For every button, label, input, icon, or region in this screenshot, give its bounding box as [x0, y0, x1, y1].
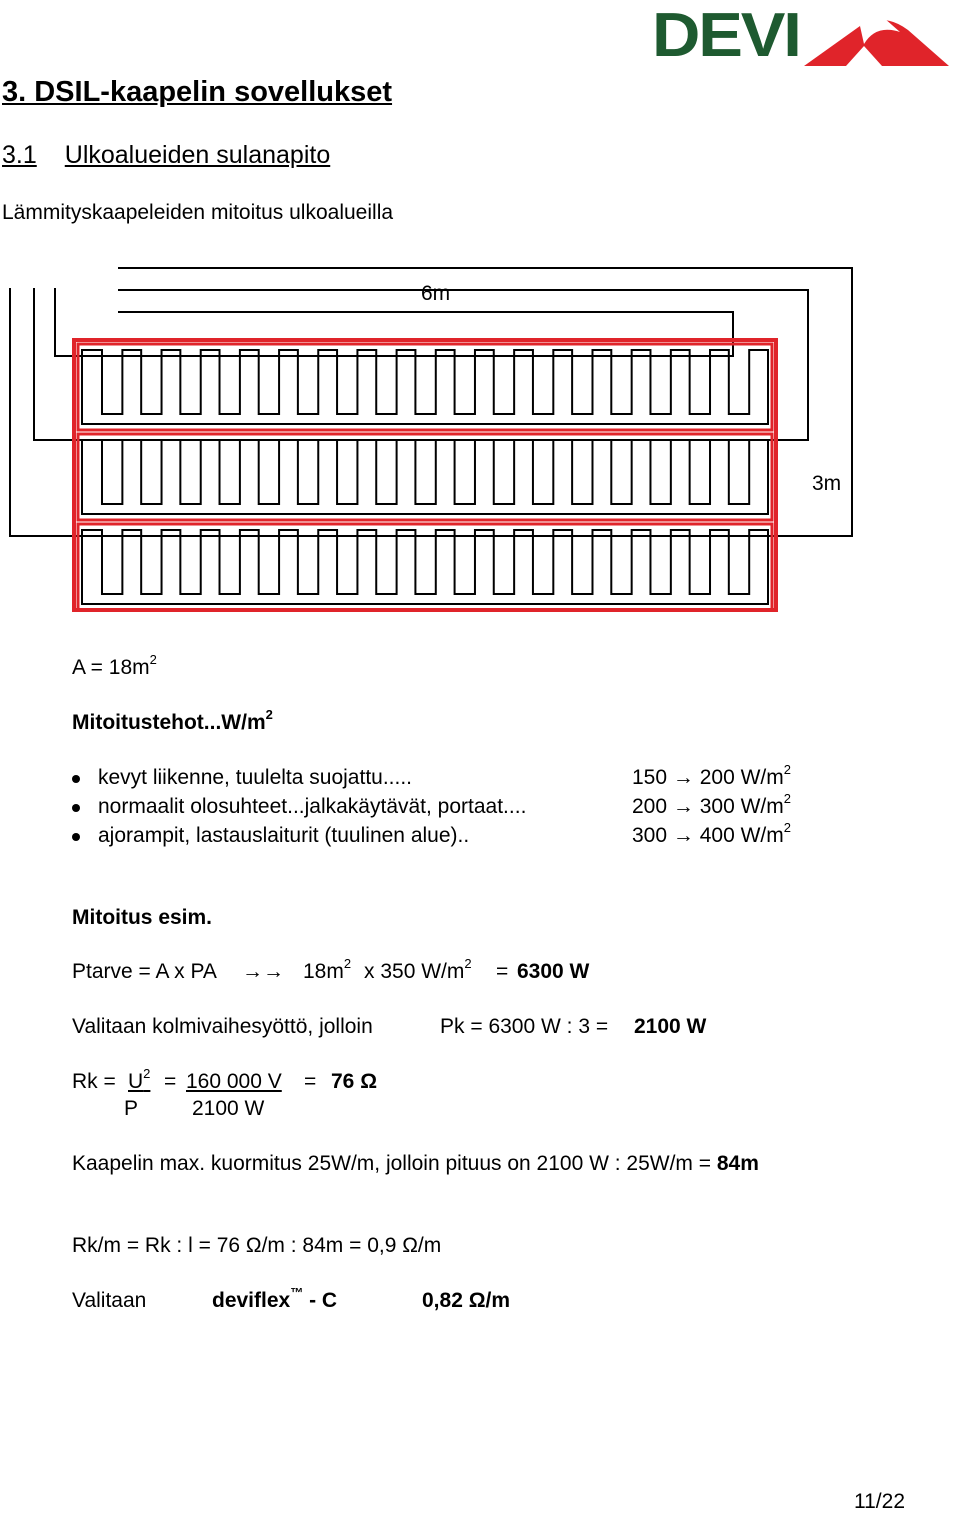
bullet-range: [632, 791, 791, 819]
bullet-icon: [72, 804, 80, 812]
cable-line: [72, 1152, 759, 1176]
rk-denominator: P: [124, 1097, 139, 1120]
product-name: deviflex: [212, 1289, 291, 1312]
rkm-line: Rk/m = Rk : l = 76 Ω/m : 84m = 0,9 Ω/m: [72, 1234, 442, 1257]
range-sup: 2: [783, 791, 791, 806]
ptarve-area: [303, 956, 352, 984]
range-from: 300: [632, 824, 668, 847]
phase-calc: Pk = 6300 W : 3 =: [440, 1015, 609, 1038]
rk-num-u: U: [128, 1070, 144, 1093]
list-item: [0, 793, 960, 821]
area-line: [72, 652, 157, 680]
double-arrow-icon: →→: [242, 960, 284, 983]
section-title: Ulkoalueiden sulanapito: [64, 141, 331, 169]
range-to: 400 W/m: [699, 824, 784, 847]
design-power-heading: [72, 707, 273, 735]
bullet-range: [632, 762, 791, 790]
range-sup: 2: [783, 762, 791, 777]
width-label: 6m: [421, 282, 451, 305]
ptarve-power-sup: 2: [464, 956, 472, 971]
logo-swoosh-icon: [804, 10, 949, 70]
feed-wire-outer: [10, 268, 852, 536]
range-from: 200: [632, 795, 668, 818]
area-text: A = 18m: [72, 656, 150, 679]
cable-result: 84m: [716, 1152, 759, 1175]
list-item: [0, 822, 960, 850]
choice-line: [72, 1285, 672, 1319]
feed-wire-middle: [34, 288, 808, 440]
ptarve-result: 6300 W: [517, 960, 590, 983]
range-to: 300 W/m: [699, 795, 784, 818]
section-heading: [2, 141, 330, 170]
choice-label: Valitaan: [72, 1289, 147, 1312]
rk-eq1: =: [164, 1070, 177, 1093]
cable-text: Kaapelin max. kuormitus 25W/m, jolloin pituus on 2100 W : 25W/m =: [72, 1152, 712, 1175]
design-power-label: Mitoitustehot...W/m: [72, 711, 266, 734]
arrow-icon: →: [672, 824, 694, 847]
heating-zone: [78, 434, 772, 520]
rk-num-sup: 2: [143, 1066, 151, 1081]
rk-den-value: 2100 W: [192, 1097, 265, 1120]
rk-formula: [72, 1068, 472, 1128]
ptarve-formula: Ptarve = A x PA: [72, 960, 217, 983]
ptarve-power-value: x 350 W/m: [364, 960, 465, 983]
phase-line: [72, 1015, 772, 1045]
phase-result: 2100 W: [634, 1015, 707, 1038]
list-item: [0, 764, 960, 792]
range-sup: 2: [783, 820, 791, 835]
heating-zones: [74, 340, 776, 610]
range-to: 200 W/m: [699, 766, 784, 789]
bullet-text: ajorampit, lastauslaiturit (tuulinen alue)..: [98, 824, 470, 847]
bullet-text: normaalit olosuhteet...jalkakäytävät, portaat....: [98, 795, 527, 818]
product-suffix: - C: [309, 1289, 338, 1312]
area-sup: 2: [149, 652, 157, 667]
example-title: Mitoitus esim.: [72, 906, 213, 929]
logo-text: DEVI: [652, 1, 800, 70]
bullet-text: kevyt liikenne, tuulelta suojattu.....: [98, 766, 413, 789]
height-label: 3m: [812, 472, 842, 495]
rk-result: 76 Ω: [331, 1070, 378, 1093]
rk-eq2: =: [304, 1070, 317, 1093]
cable-layout-diagram: [0, 260, 960, 620]
design-power-sup: 2: [265, 707, 273, 722]
feed-wire-inner: [55, 288, 733, 356]
ptarve-area-value: 18m: [303, 960, 344, 983]
section-number: 3.1: [2, 141, 37, 169]
subtitle: Lämmityskaapeleiden mitoitus ulkoalueilla: [2, 201, 394, 224]
bullet-list: [0, 764, 960, 854]
heating-cable: [82, 350, 768, 424]
rk-lhs: Rk =: [72, 1070, 116, 1093]
ptarve-area-sup: 2: [343, 956, 352, 971]
bullet-icon: [72, 833, 80, 841]
arrow-icon: →: [672, 766, 694, 789]
page-number: 11/22: [854, 1490, 905, 1513]
phase-text: Valitaan kolmivaihesyöttö, jolloin: [72, 1015, 373, 1038]
ptarve-equals: =: [496, 960, 509, 983]
rk-numerator: [128, 1066, 151, 1094]
rk-num-value: 160 000 V: [186, 1070, 282, 1093]
feed-wires: [10, 268, 852, 536]
ptarve-line: [72, 956, 672, 990]
trademark: ™: [290, 1285, 304, 1300]
arrow-icon: →: [672, 795, 694, 818]
choice-product: [212, 1285, 338, 1313]
bullet-range: [632, 820, 791, 848]
page-heading: 3. DSIL-kaapelin sovellukset: [2, 76, 393, 108]
choice-value: 0,82 Ω/m: [422, 1289, 511, 1312]
heating-cable: [82, 530, 768, 604]
range-from: 150: [632, 766, 668, 789]
bullet-icon: [72, 775, 80, 783]
ptarve-power: [364, 956, 472, 984]
devi-logo: [652, 1, 952, 70]
heating-cable: [82, 440, 768, 514]
